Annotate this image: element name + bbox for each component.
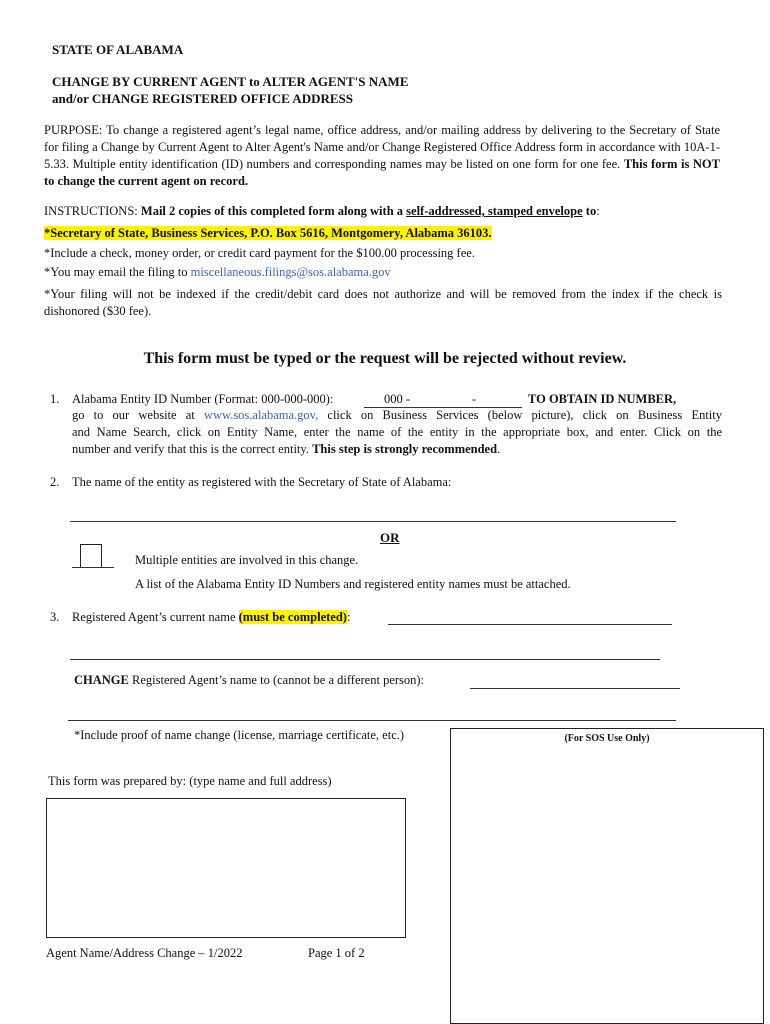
mailing-address (44, 226, 492, 241)
item1-line4 (72, 442, 500, 457)
current-agent-field[interactable] (388, 624, 672, 625)
dishonor-note: *Your filing will not be indexed if the credit/debit card does not authorize and will be removed from the index if the check is dishonored ($30 fee). (44, 287, 722, 318)
verify-text: number and verify that this is the correct entity. (72, 442, 313, 456)
entity-id-dash: - (472, 392, 477, 406)
change-bold: CHANGE (74, 673, 129, 687)
website-link[interactable]: www.sos.alabama.gov, (203, 408, 319, 422)
sos-use-label: (For SOS Use Only) (564, 733, 650, 744)
change-rest: Registered Agent’s name to (cannot be a different person): (128, 673, 425, 687)
typed-form-notice: This form must be typed or the request will be rejected without review. (143, 350, 627, 367)
purpose-paragraph (44, 122, 720, 190)
obtain-id-text: TO OBTAIN ID NUMBER, (528, 392, 677, 406)
form-title-line1: CHANGE BY CURRENT AGENT to ALTER AGENT'S NAME (52, 74, 409, 89)
verify-period: . (497, 442, 501, 456)
multiple-entities-label: Multiple entities are involved in this change. (135, 553, 359, 567)
change-agent-label (74, 673, 424, 688)
website-prefix: go to our website at (72, 408, 204, 422)
email-link[interactable]: miscellaneous.filings@sos.alabama.gov (190, 265, 391, 279)
current-agent-text: Registered Agent’s current name (72, 610, 239, 624)
prepared-by-label: This form was prepared by: (type name and full address) (48, 774, 332, 788)
footer-page-number: Page 1 of 2 (308, 946, 365, 960)
or-separator: OR (380, 530, 400, 545)
form-title-line2: and/or CHANGE REGISTERED OFFICE ADDRESS (52, 91, 353, 106)
proof-note: *Include proof of name change (license, marriage certificate, etc.) (74, 728, 405, 742)
instructions-line (44, 204, 734, 219)
item2-number: 2. (50, 475, 60, 489)
must-be-completed: (must be completed) (238, 610, 347, 624)
instructions-to: to (582, 204, 597, 218)
footer-form-name: Agent Name/Address Change – 1/2022 (46, 946, 243, 960)
item1-line2 (72, 408, 722, 423)
strongly-recommended: This step is strongly recommended (312, 442, 498, 456)
purpose-bold-note: This form is NOT to change the current agent on record. (44, 157, 720, 188)
entity-name-field[interactable] (70, 521, 676, 522)
prepared-by-field[interactable] (46, 798, 406, 938)
new-agent-name-field[interactable] (470, 688, 680, 689)
current-agent-field-line2[interactable] (70, 659, 660, 660)
instructions-envelope: self-addressed, stamped envelope (406, 204, 583, 218)
item1-line3: and Name Search, click on Entity Name, enter the name of the entity in the appropriate box, and enter. Click on the (72, 425, 722, 439)
checkbox-underline (72, 567, 114, 568)
instructions-colon: : (596, 204, 600, 218)
new-agent-name-field-line2[interactable] (68, 720, 676, 721)
instructions-mail-copies: Mail 2 copies of this completed form along with a (140, 204, 407, 218)
item1-number: 1. (50, 392, 60, 406)
entity-id-prefix: 000 - (384, 392, 411, 406)
entity-id-label: Alabama Entity ID Number (Format: 000-000-000): (72, 392, 334, 406)
website-suffix: click on Business Services (below picture), click on Business Entity (318, 408, 722, 422)
mailing-address-text: *Secretary of State, Business Services, P.O. Box 5616, Montgomery, Alabama 36103. (44, 226, 492, 240)
email-instruction (44, 265, 391, 280)
sos-use-box (450, 728, 764, 1024)
attach-list-note: A list of the Alabama Entity ID Numbers and registered entity names must be attached. (135, 577, 571, 591)
purpose-text: PURPOSE: To change a registered agent’s legal name, office address, and/or mailing address by delivering to the Secretary of State for filing a Change by Current Agent to Alter Agent's Name and/or Change Registered Office Address form in accordance with 10A-1-5.33. Multiple entity identification (ID) numbers and corresponding names may be listed on one form for one fee. (44, 123, 720, 171)
current-agent-colon: : (346, 610, 351, 624)
state-heading: STATE OF ALABAMA (52, 42, 184, 57)
multiple-entities-checkbox[interactable] (80, 544, 102, 568)
fee-instruction: *Include a check, money order, or credit card payment for the $100.00 processing fee. (44, 246, 475, 260)
current-agent-label (72, 610, 350, 625)
item3-number: 3. (50, 610, 60, 624)
instructions-label: INSTRUCTIONS: (44, 204, 141, 218)
email-prefix: *You may email the filing to (44, 265, 191, 279)
entity-name-label: The name of the entity as registered with the Secretary of State of Alabama: (72, 475, 452, 489)
